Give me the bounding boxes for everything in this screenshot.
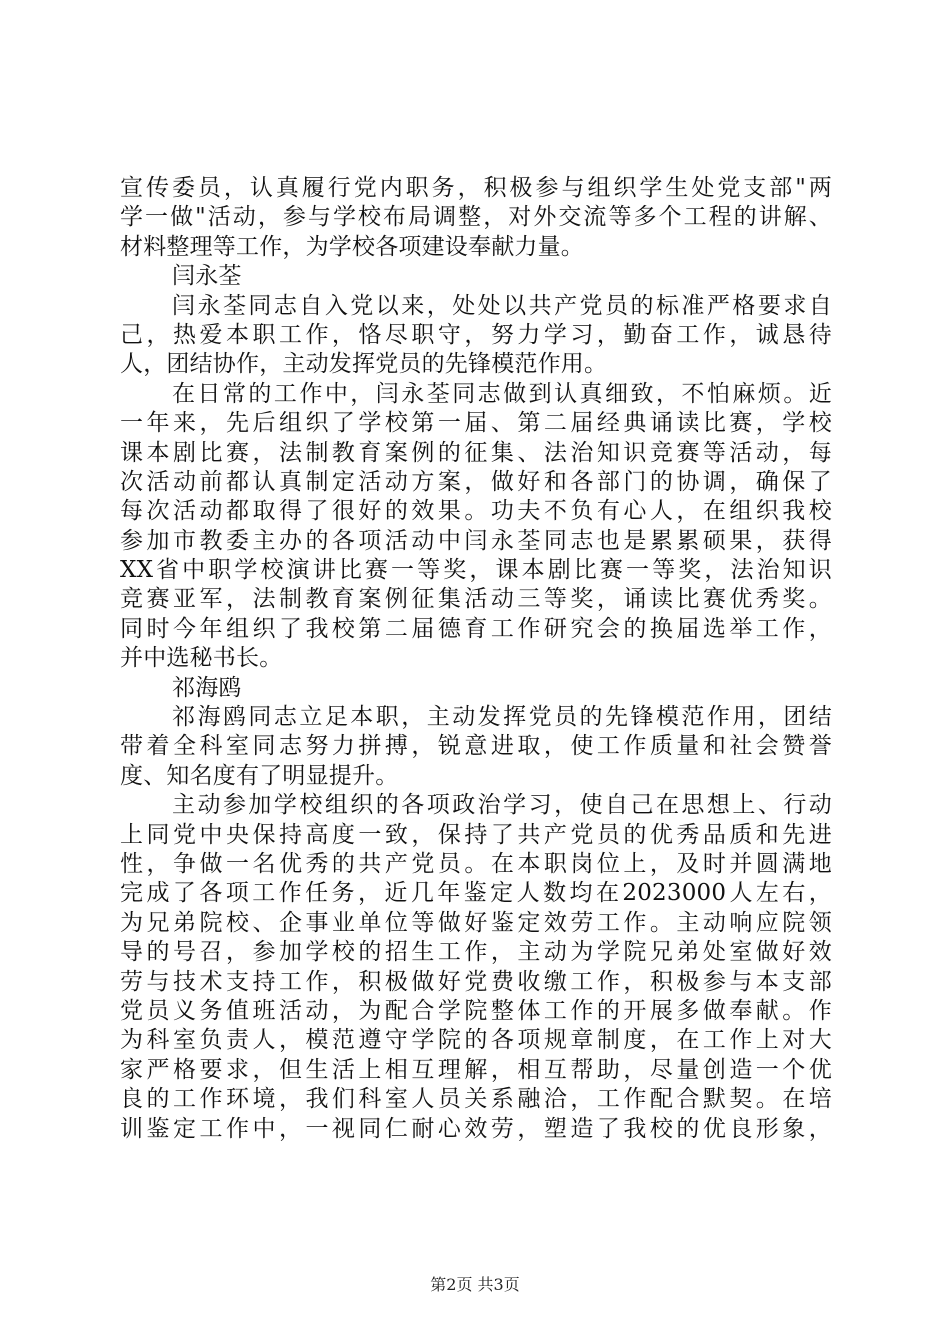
text-line: 并中选秘书长。	[120, 645, 283, 672]
text-line: 宣传委员，认真履行党内职务，积极参与组织学生处党支部"两	[120, 175, 832, 201]
text-line: 家严格要求，但生活上相互理解，相互帮助，尽量创造一个优	[120, 1056, 832, 1083]
text-line: 同时今年组织了我校第二届德育工作研究会的换届选举工作，	[120, 615, 832, 642]
text-line: 度、知名度有了明显提升。	[120, 762, 399, 789]
text-line: 学一做"活动，参与学校布局调整，对外交流等多个工程的讲解、	[120, 204, 832, 231]
text-line: 为兄弟院校、企事业单位等做好鉴定效劳工作。主动响应院领	[120, 909, 832, 936]
text-line: 闫永荃同志自入党以来，处处以共产党员的标准严格要求自	[172, 292, 832, 319]
text-line: 上同党中央保持高度一致，保持了共产党员的优秀品质和先进	[120, 821, 832, 848]
text-line: 导的号召，参加学校的招生工作，主动为学院兄弟处室做好效	[120, 939, 832, 966]
text-line: 材料整理等工作，为学校各项建设奉献力量。	[120, 233, 584, 260]
text-line: 完成了各项工作任务，近几年鉴定人数均在2023000人左右，	[120, 880, 832, 907]
text-line: 人，团结协作，主动发挥党员的先锋模范作用。	[120, 351, 608, 378]
text-line: 一年来，先后组织了学校第一届、第二届经典诵读比赛，学校	[120, 410, 832, 437]
text-line: 次活动前都认真制定活动方案，做好和各部门的协调，确保了	[120, 468, 832, 495]
text-line: 己，热爱本职工作，恪尽职守，努力学习，勤奋工作，诚恳待	[120, 321, 832, 348]
text-line: 课本剧比赛，法制教育案例的征集、法治知识竞赛等活动，每	[120, 439, 832, 466]
text-line: 在日常的工作中，闫永荃同志做到认真细致，不怕麻烦。近	[172, 380, 832, 407]
text-line: 每次活动都取得了很好的效果。功夫不负有心人，在组织我校	[120, 498, 832, 525]
text-line: 为科室负责人，模范遵守学院的各项规章制度，在工作上对大	[120, 1027, 832, 1054]
text-line: 训鉴定工作中，一视同仁耐心效劳，塑造了我校的优良形象，	[120, 1115, 832, 1142]
page-footer: 第2页 共3页	[430, 1275, 520, 1294]
document-body	[120, 174, 832, 1144]
text-line: 党员义务值班活动，为配合学院整体工作的开展多做奉献。作	[120, 997, 832, 1024]
text-line: 参加市教委主办的各项活动中闫永荃同志也是累累硕果，获得	[120, 527, 832, 554]
text-line: 劳与技术支持工作，积极做好党费收缴工作，积极参与本支部	[120, 968, 832, 995]
text-line: 竞赛亚军，法制教育案例征集活动三等奖，诵读比赛优秀奖。	[120, 586, 832, 613]
person-name-heading: 闫永荃	[172, 263, 242, 290]
text-line: 祁海鸥同志立足本职，主动发挥党员的先锋模范作用，团结	[172, 704, 832, 731]
text-line: 主动参加学校组织的各项政治学习，使自己在思想上、行动	[172, 792, 832, 819]
text-line: 带着全科室同志努力拼搏，锐意进取，使工作质量和社会赞誉	[120, 733, 832, 760]
text-line: 良的工作环境，我们科室人员关系融洽，工作配合默契。在培	[120, 1086, 832, 1113]
person-name-heading: 祁海鸥	[172, 674, 242, 701]
text-line: 性，争做一名优秀的共产党员。在本职岗位上，及时并圆满地	[120, 850, 832, 877]
text-line: XX省中职学校演讲比赛一等奖，课本剧比赛一等奖，法治知识	[120, 557, 832, 584]
